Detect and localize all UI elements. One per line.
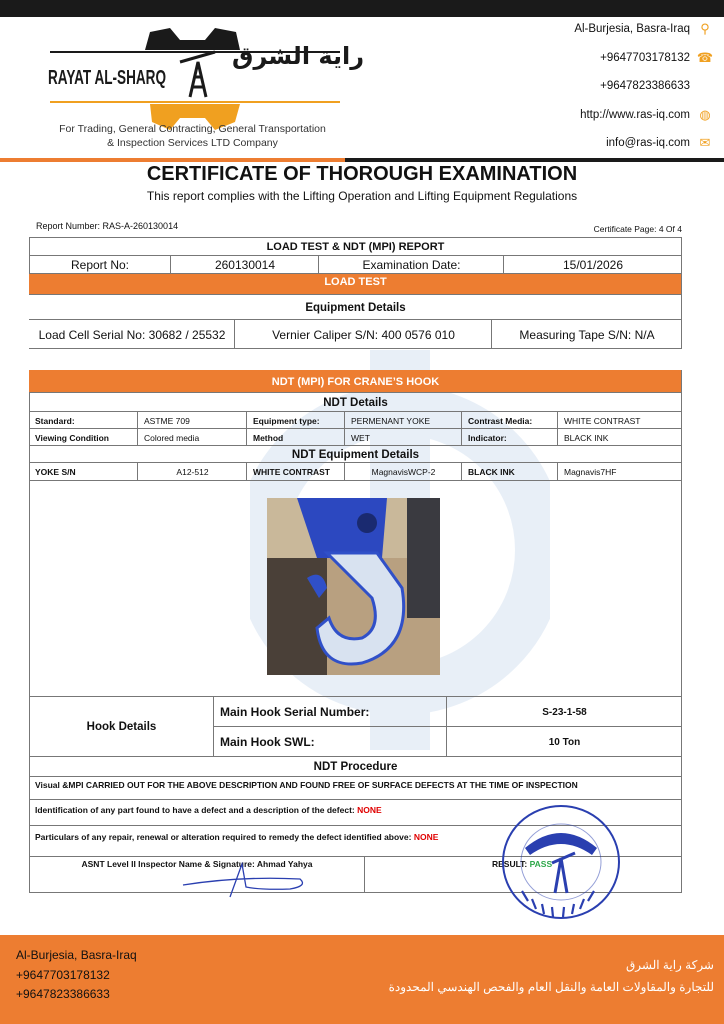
ndt-field-label: Method xyxy=(247,429,345,446)
ndt-field-value: WHITE CONTRAST xyxy=(558,412,682,429)
footer-arabic-name: شركة راية الشرق xyxy=(625,958,714,972)
identification-value: NONE xyxy=(357,805,382,815)
ndt-field-value: Colored media xyxy=(138,429,247,446)
website-link[interactable]: http://www.ras-iq.com xyxy=(580,109,690,121)
footer-phone-1: +9647703178132 xyxy=(16,967,110,982)
ndt-section: NDT (MPI) FOR CRANE’S HOOK xyxy=(29,370,682,393)
footer-phone-2: +9647823386633 xyxy=(16,987,110,1001)
phone-text[interactable]: +9647703178132 xyxy=(600,52,690,64)
tagline-line-1: For Trading, General Contracting, General Transportation xyxy=(59,123,326,135)
top-bar xyxy=(0,0,724,17)
location-pin-icon: ⚲ xyxy=(700,21,710,36)
crane-hook-photo xyxy=(267,498,440,675)
phone-icon: ☎ xyxy=(696,50,714,65)
ndt-details-heading: NDT Details xyxy=(29,393,682,412)
ndt-equipment-heading: NDT Equipment Details xyxy=(29,446,682,463)
page-title: CERTIFICATE OF THOROUGH EXAMINATION xyxy=(146,163,578,185)
tagline-line-2: & Inspection Services LTD Company xyxy=(107,137,278,149)
ndt-field-label: BLACK INK xyxy=(462,463,558,481)
certificate-page: Certificate Page: 4 Of 4 xyxy=(593,224,682,234)
divider-orange xyxy=(0,158,345,162)
ndt-field-label: Contrast Media: xyxy=(462,412,558,429)
email-link[interactable]: info@ras-iq.com xyxy=(606,137,690,149)
company-stamp xyxy=(500,803,622,921)
ndt-field-value: MagnavisWCP-2 xyxy=(345,463,462,481)
ndt-field-label: WHITE CONTRAST xyxy=(247,463,345,481)
hook-swl-label: Main Hook SWL: xyxy=(214,727,447,757)
particulars-text: Particulars of any repair, renewal or alteration required to remedy the defect identified above: xyxy=(35,832,414,842)
ndt-field-label: Indicator: xyxy=(462,429,558,446)
ndt-field-value: PERMENANT YOKE xyxy=(345,412,462,429)
inspector-signature xyxy=(180,862,310,898)
ndt-field-value: WET xyxy=(345,429,462,446)
procedure-text: Visual &MPI CARRIED OUT FOR THE ABOVE DESCRIPTION AND FOUND FREE OF SURFACE DEFECTS AT THE TIME OF INSPECTION xyxy=(29,777,682,800)
ndt-field-value: A12-512 xyxy=(138,463,247,481)
identification-text: Identification of any part found to have a defect and a description of the defect: xyxy=(35,805,358,815)
load-test-section: LOAD TEST xyxy=(29,274,682,295)
load-report-heading: LOAD TEST & NDT (MPI) REPORT xyxy=(29,237,682,256)
address-text: Al-Burjesia, Basra-Iraq xyxy=(574,23,690,35)
result-value: PASS xyxy=(529,859,553,869)
contact-phone-2[interactable] xyxy=(600,80,690,92)
hook-serial-label: Main Hook Serial Number: xyxy=(214,697,447,727)
contact-phone-1[interactable] xyxy=(600,51,712,65)
inspector-signature-cell: ASNT Level II Inspector Name & Signature: Ahmad Yahya xyxy=(29,857,365,893)
hook-serial-value: S-23-1-58 xyxy=(447,697,682,727)
contact-email[interactable] xyxy=(606,136,712,150)
footer-arabic-tagline: للتجارة والمقاولات العامة والنقل العام والفحص الهندسي المحدودة xyxy=(388,980,714,994)
ndt-field-label: Equipment type: xyxy=(247,412,345,429)
report-no-value: 260130014 xyxy=(171,256,319,274)
equipment-details-heading: Equipment Details xyxy=(29,295,682,320)
page-subtitle: This report complies with the Lifting Operation and Lifting Equipment Regulations xyxy=(146,189,578,203)
ndt-field-value: BLACK INK xyxy=(558,429,682,446)
company-tagline xyxy=(30,122,355,150)
contact-address xyxy=(574,22,712,36)
particulars-value: NONE xyxy=(413,832,439,842)
globe-icon: ◍ xyxy=(699,107,711,122)
report-number: Report Number: RAS-A-260130014 xyxy=(36,221,179,231)
ndt-field-label: YOKE S/N xyxy=(29,463,138,481)
footer-arabic xyxy=(389,954,714,998)
footer-contacts xyxy=(16,946,137,1005)
report-no-label: Report No: xyxy=(29,256,171,274)
ndt-field-label: Standard: xyxy=(29,412,138,429)
load-cell-serial: Load Cell Serial No: 30682 / 25532 xyxy=(29,320,235,349)
contact-website[interactable] xyxy=(580,108,712,122)
hook-swl-value: 10 Ton xyxy=(447,727,682,757)
exam-date-value: 15/01/2026 xyxy=(504,256,682,274)
phone-text[interactable]: +9647823386633 xyxy=(600,80,690,92)
ndt-field-label: Viewing Condition xyxy=(29,429,138,446)
vernier-caliper-serial: Vernier Caliper S/N: 400 0576 010 xyxy=(235,320,492,349)
mail-icon: ✉ xyxy=(699,135,711,150)
footer-address: Al-Burjesia, Basra-Iraq xyxy=(16,948,137,962)
divider-dark xyxy=(345,158,724,162)
ndt-field-value: ASTME 709 xyxy=(138,412,247,429)
measuring-tape-serial: Measuring Tape S/N: N/A xyxy=(492,320,682,349)
result-label: RESULT: xyxy=(492,859,530,869)
logo-company-ar: راية الشرق xyxy=(232,42,365,70)
ndt-procedure-heading: NDT Procedure xyxy=(29,757,682,777)
exam-date-label: Examination Date: xyxy=(319,256,504,274)
hook-details-label: Hook Details xyxy=(29,697,214,757)
logo-company-en: RAYAT AL-SHARQ xyxy=(48,67,166,89)
ndt-field-value: Magnavis7HF xyxy=(558,463,682,481)
company-logo xyxy=(40,22,350,132)
